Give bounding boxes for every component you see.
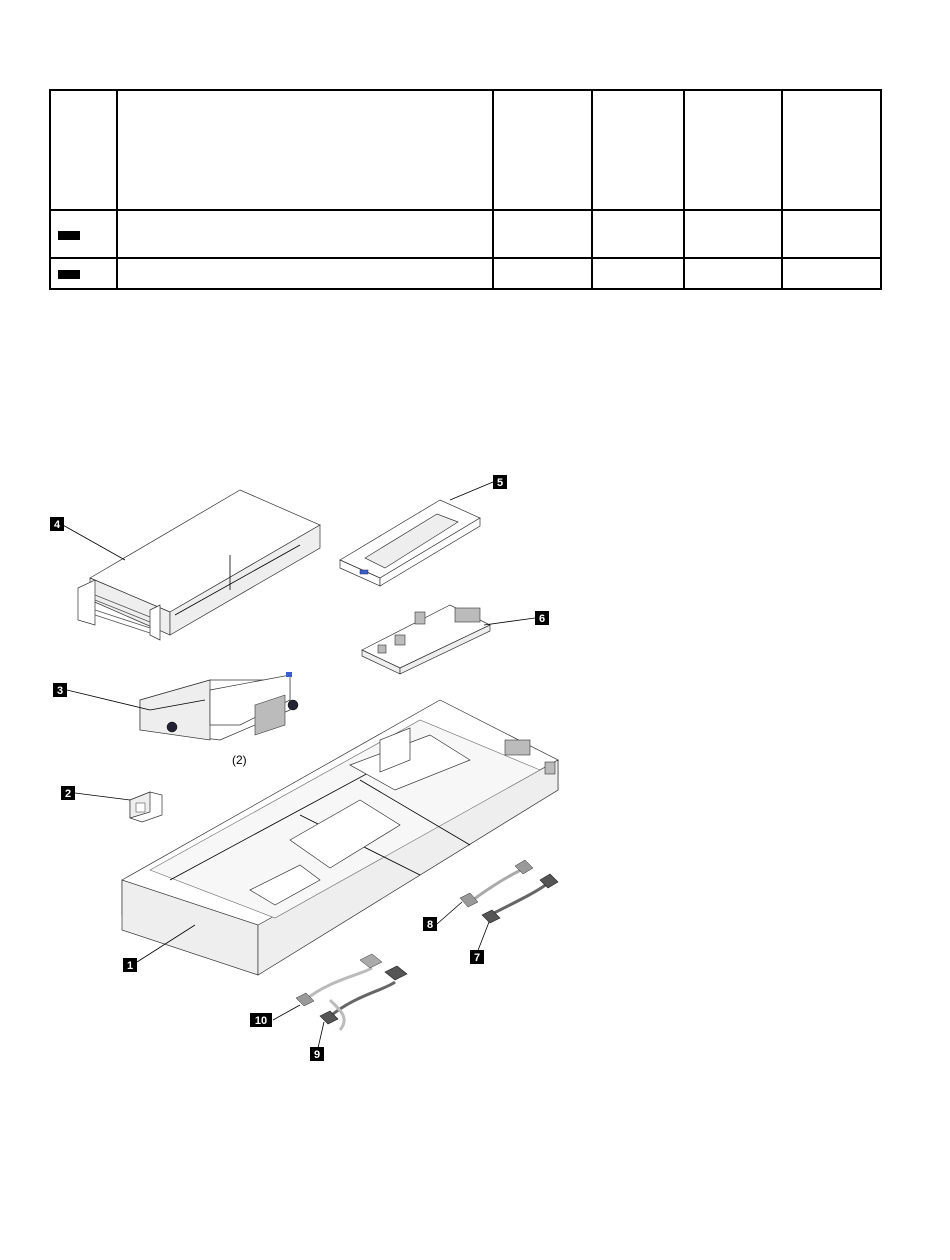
bracket-illustration bbox=[130, 792, 162, 822]
svg-text:2: 2 bbox=[64, 788, 72, 800]
svg-text:1: 1 bbox=[126, 960, 134, 972]
svg-text:3: 3 bbox=[56, 685, 64, 697]
chassis-tray-illustration bbox=[122, 700, 558, 975]
svg-text:10: 10 bbox=[254, 1015, 268, 1027]
callout-5 bbox=[493, 475, 507, 489]
svg-text:8: 8 bbox=[426, 919, 434, 931]
svg-text:5: 5 bbox=[496, 477, 504, 489]
cables-9-10-illustration bbox=[296, 954, 407, 1030]
svg-text:4: 4 bbox=[53, 519, 61, 531]
callout-10 bbox=[250, 1013, 272, 1027]
callout-2 bbox=[61, 786, 75, 800]
svg-text:9: 9 bbox=[313, 1049, 321, 1061]
gpu-adapter-illustration bbox=[78, 490, 320, 640]
svg-text:6: 6 bbox=[538, 613, 546, 625]
callout-3 bbox=[53, 683, 67, 697]
callout-1 bbox=[123, 958, 137, 972]
riser-cage-illustration bbox=[140, 672, 298, 740]
svg-text:7: 7 bbox=[473, 952, 481, 964]
callout-7 bbox=[470, 950, 484, 964]
callout-4 bbox=[50, 517, 64, 531]
cables-7-8-illustration bbox=[460, 860, 558, 923]
cover-plate-illustration bbox=[340, 500, 480, 586]
callout-9 bbox=[310, 1047, 324, 1061]
quantity-note: (2) bbox=[232, 753, 247, 767]
power-board-illustration bbox=[362, 605, 490, 674]
callout-8 bbox=[423, 917, 437, 931]
callout-6 bbox=[535, 611, 549, 625]
